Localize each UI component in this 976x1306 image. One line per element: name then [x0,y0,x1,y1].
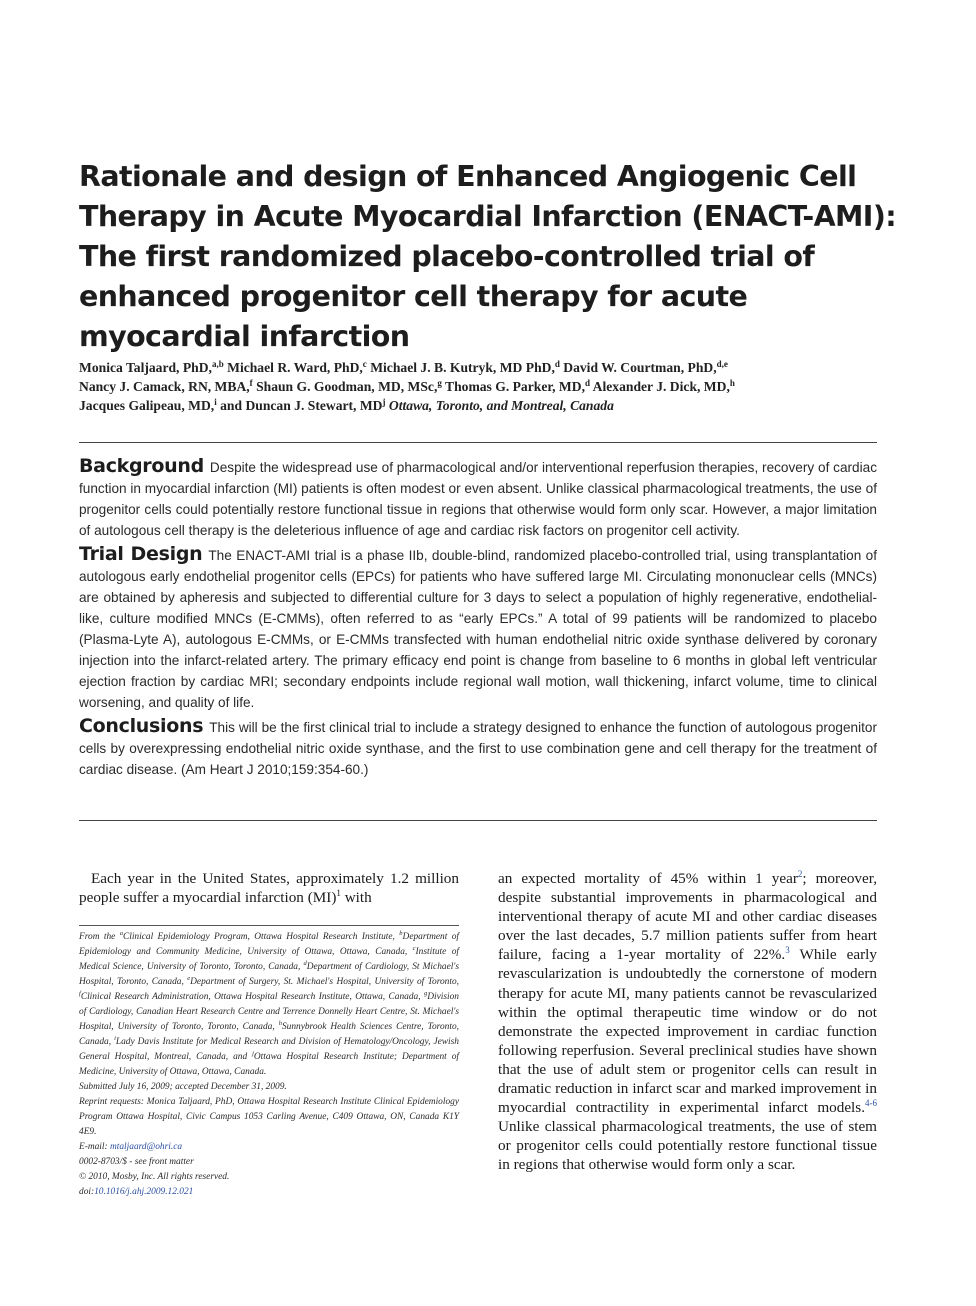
title-line: Therapy in Acute Myocardial Infarction (ENACT-AMI): [79,200,897,233]
affiliation-marker: i [214,397,217,407]
body-text: ; moreover, despite substantial improvements in pharmacological and interventional therapy of acute MI and other cardiac diseases over the last decades, 5.7 million patients suffer from heart failure, facing a 1-year mortality of 22%. [498,870,877,964]
affiliation-marker: d [584,378,590,388]
left-column [79,869,459,907]
doi-line [79,1185,459,1200]
affiliation-marker: j [382,397,386,407]
copyright-line: © 2010, Mosby, Inc. All rights reserved. [79,1172,230,1182]
author-name: Monica Taljaard, PhD, [79,360,212,375]
intro-paragraph [79,869,459,907]
issn-line: 0002-8703/$ - see front matter [79,1157,194,1167]
doi-link[interactable]: 10.1016/j.ahj.2009.12.021 [94,1187,194,1197]
author-name: Shaun G. Goodman, MD, MSc, [256,379,438,394]
affiliations [79,930,459,1080]
abstract [79,456,877,783]
affiliation-marker: c [362,359,367,369]
affiliation-marker: f [79,990,81,997]
body-paragraph [498,869,877,1175]
title-line: myocardial infarction [79,320,410,353]
abstract-background [79,456,877,541]
body-text: an expected mortality of 45% within 1 year [498,870,798,887]
author-name: Thomas G. Parker, MD, [445,379,585,394]
right-column [498,869,877,1175]
abstract-text: Despite the widespread use of pharmacological and/or interventional reperfusion therapies, recovery of cardiac function in myocardial infarction (MI) patients is often modest or even absent. Unlike classical pharmacological treatments, the use of progenitor cells could potentially restore functional tissue in regions that otherwise would form only scar. However, a major limitation of autologous cell therapy is the deleterious influence of age and cardiac risk factors on progenitor cell activity. [79,460,877,538]
title-line: Rationale and design of Enhanced Angiogenic Cell [79,160,857,193]
abstract-text: This will be the first clinical trial to include a strategy designed to enhance the function of autologous progenitor cells by overexpressing endothelial nitric oxide synthase, and the first to use combination gene and cell therapy for the treatment of cardiac disease. (Am Heart J 2010;159:354-60.) [79,720,877,777]
abstract-top-rule [79,442,877,443]
abstract-conclusions [79,716,877,780]
author-name: Jacques Galipeau, MD, [79,398,215,413]
affiliation-text: Department of Surgery, St. Michael's Hospital, University of Toronto, [190,977,460,987]
author-name: David W. Courtman, PhD, [563,360,717,375]
affiliation-marker: f [249,378,253,388]
author-list [79,358,879,415]
affiliation-marker: h [729,378,735,388]
affiliation-text: Institute of Medical Science, University of Toronto, Toronto, Canada, [79,947,459,972]
affiliation-marker: a [119,930,123,937]
title-line: The first randomized placebo-controlled trial of [79,240,815,273]
affiliation-marker: j [252,1050,254,1057]
submission-dates: Submitted July 16, 2009; accepted December 31, 2009. [79,1082,287,1092]
doi-label: doi: [79,1187,95,1197]
citation-marker: 1 [336,888,341,898]
abstract-heading: Background [79,455,204,477]
abstract-bottom-rule [79,820,877,821]
email-line [79,1140,459,1155]
intro-text: Each year in the United States, approximately 1.2 million people suffer a myocardial infarction (MI) [79,870,459,906]
reprint-requests: Reprint requests: Monica Taljaard, PhD, Ottawa Hospital Research Institute Clinical Epidemiology Program Ottawa Hospital, Civic Campus 1053 Carling Avenue, C409 Ottawa, ON, Canada K1Y 4E9. [79,1097,459,1137]
affiliation-marker: d [554,359,560,369]
affiliation-marker: g [437,378,442,388]
abstract-heading: Conclusions [79,715,204,737]
citation-link[interactable]: 3 [785,945,790,956]
abstract-heading: Trial Design [79,543,203,565]
affiliation-text: Department of Cardiology, St Michael's Hospital, Toronto, Canada, [79,962,459,987]
affiliation-text: Clinical Epidemiology Program, Ottawa Hospital Research Institute, [122,932,400,942]
abstract-trial-design [79,544,877,713]
author-line [79,358,879,377]
citation-link[interactable]: 4-6 [865,1098,877,1109]
affiliation-text: Sunnybrook Health Sciences Centre, Toronto, Canada, [79,1022,459,1047]
title-line: enhanced progenitor cell therapy for acute [79,280,748,313]
affiliation-marker: h [278,1020,282,1027]
affiliation-text: Division of Cardiology, Canadian Heart Research Centre and Terrence Donnelly Heart Centre, St. Michael's Hospital, University of Toronto, Toronto, Canada, [79,992,459,1032]
abstract-text: The ENACT-AMI trial is a phase IIb, double-blind, randomized placebo-controlled trial, using transplantation of autologous early endothelial progenitor cells (EPCs) for patients who have suffered large MI. Circulating mononuclear cells (MNCs) are obtained by apheresis and subjected to differential culture for 3 days to select a population of highly regenerative, endothelial-like, culture modified MNCs (E-CMMs), often referred to as “early EPCs.” A total of 99 patients will be randomized to placebo (Plasma-Lyte A), autologous E-CMMs, or E-CMMs transfected with human endothelial nitric oxide synthase delivered by coronary injection into the infarct-related artery. The primary efficacy end point is change from baseline to 6 months in global left ventricular ejection fraction by cardiac MRI; secondary endpoints include regional wall motion, wall thickening, infarct volume, time to clinical worsening, and quality of life. [79,548,877,710]
affiliation-text: From the [79,932,120,942]
author-line [79,377,879,396]
affiliation-marker: b [399,930,403,937]
affiliation-marker: e [187,975,191,982]
affiliation-marker: c [412,945,416,952]
affiliation-marker: g [423,990,428,997]
affiliation-text: Ottawa Hospital Research Institute; Department of Medicine, University of Ottawa, Ottawa, Canada. [79,1052,460,1077]
affiliation-marker: i [114,1035,116,1042]
author-conjunction: and [220,398,243,413]
author-location: Ottawa, Toronto, and Montreal, Canada [388,398,614,413]
affiliation-marker: d [303,960,307,967]
email-label: E-mail: [79,1142,110,1152]
affiliation-text: Lady Davis Institute for Medical Research and Division of Hematology/Oncology, Jewish General Hospital, Montreal, Canada, and [79,1037,459,1062]
affiliation-text: Department of Epidemiology and Community Medicine, University of Ottawa, Ottawa, Canada, [79,932,460,957]
author-name: Alexander J. Dick, MD, [592,379,730,394]
email-link[interactable]: mtaljaard@ohri.ca [109,1142,183,1152]
intro-text: with [340,889,372,906]
citation-link[interactable]: 2 [797,869,803,879]
author-line [79,396,879,415]
affiliation-text: Clinical Research Administration, Ottawa Hospital Research Institute, Ottawa, Canada, [80,992,424,1002]
footnotes [79,925,459,1200]
body-text: While early revascularization is undoubtedly the cornerstone of modern therapy for acute MI, many patients cannot be revascularized within the optimal therapeutic time window or do not demonstrate the expected improvement in cardiac function following reperfusion. Several preclinical studies have shown that the use of adult stem or progenitor cells can result in dramatic reduction in infarct scar and marked improvement in myocardial contractility in experimental infarct models. [498,946,877,1117]
affiliation-marker: a,b [211,359,224,369]
affiliation-marker: d,e [716,359,728,369]
author-name: Michael J. B. Kutryk, MD PhD, [370,360,555,375]
article-title [79,157,897,357]
author-name: Michael R. Ward, PhD, [227,360,363,375]
author-name: Duncan J. Stewart, MD [245,398,383,413]
body-text: Unlike classical pharmacological treatments, the use of stem or progenitor cells could potentially restore functional tissue in regions that otherwise would form only a scar. [498,1118,877,1174]
author-name: Nancy J. Camack, RN, MBA, [79,379,250,394]
